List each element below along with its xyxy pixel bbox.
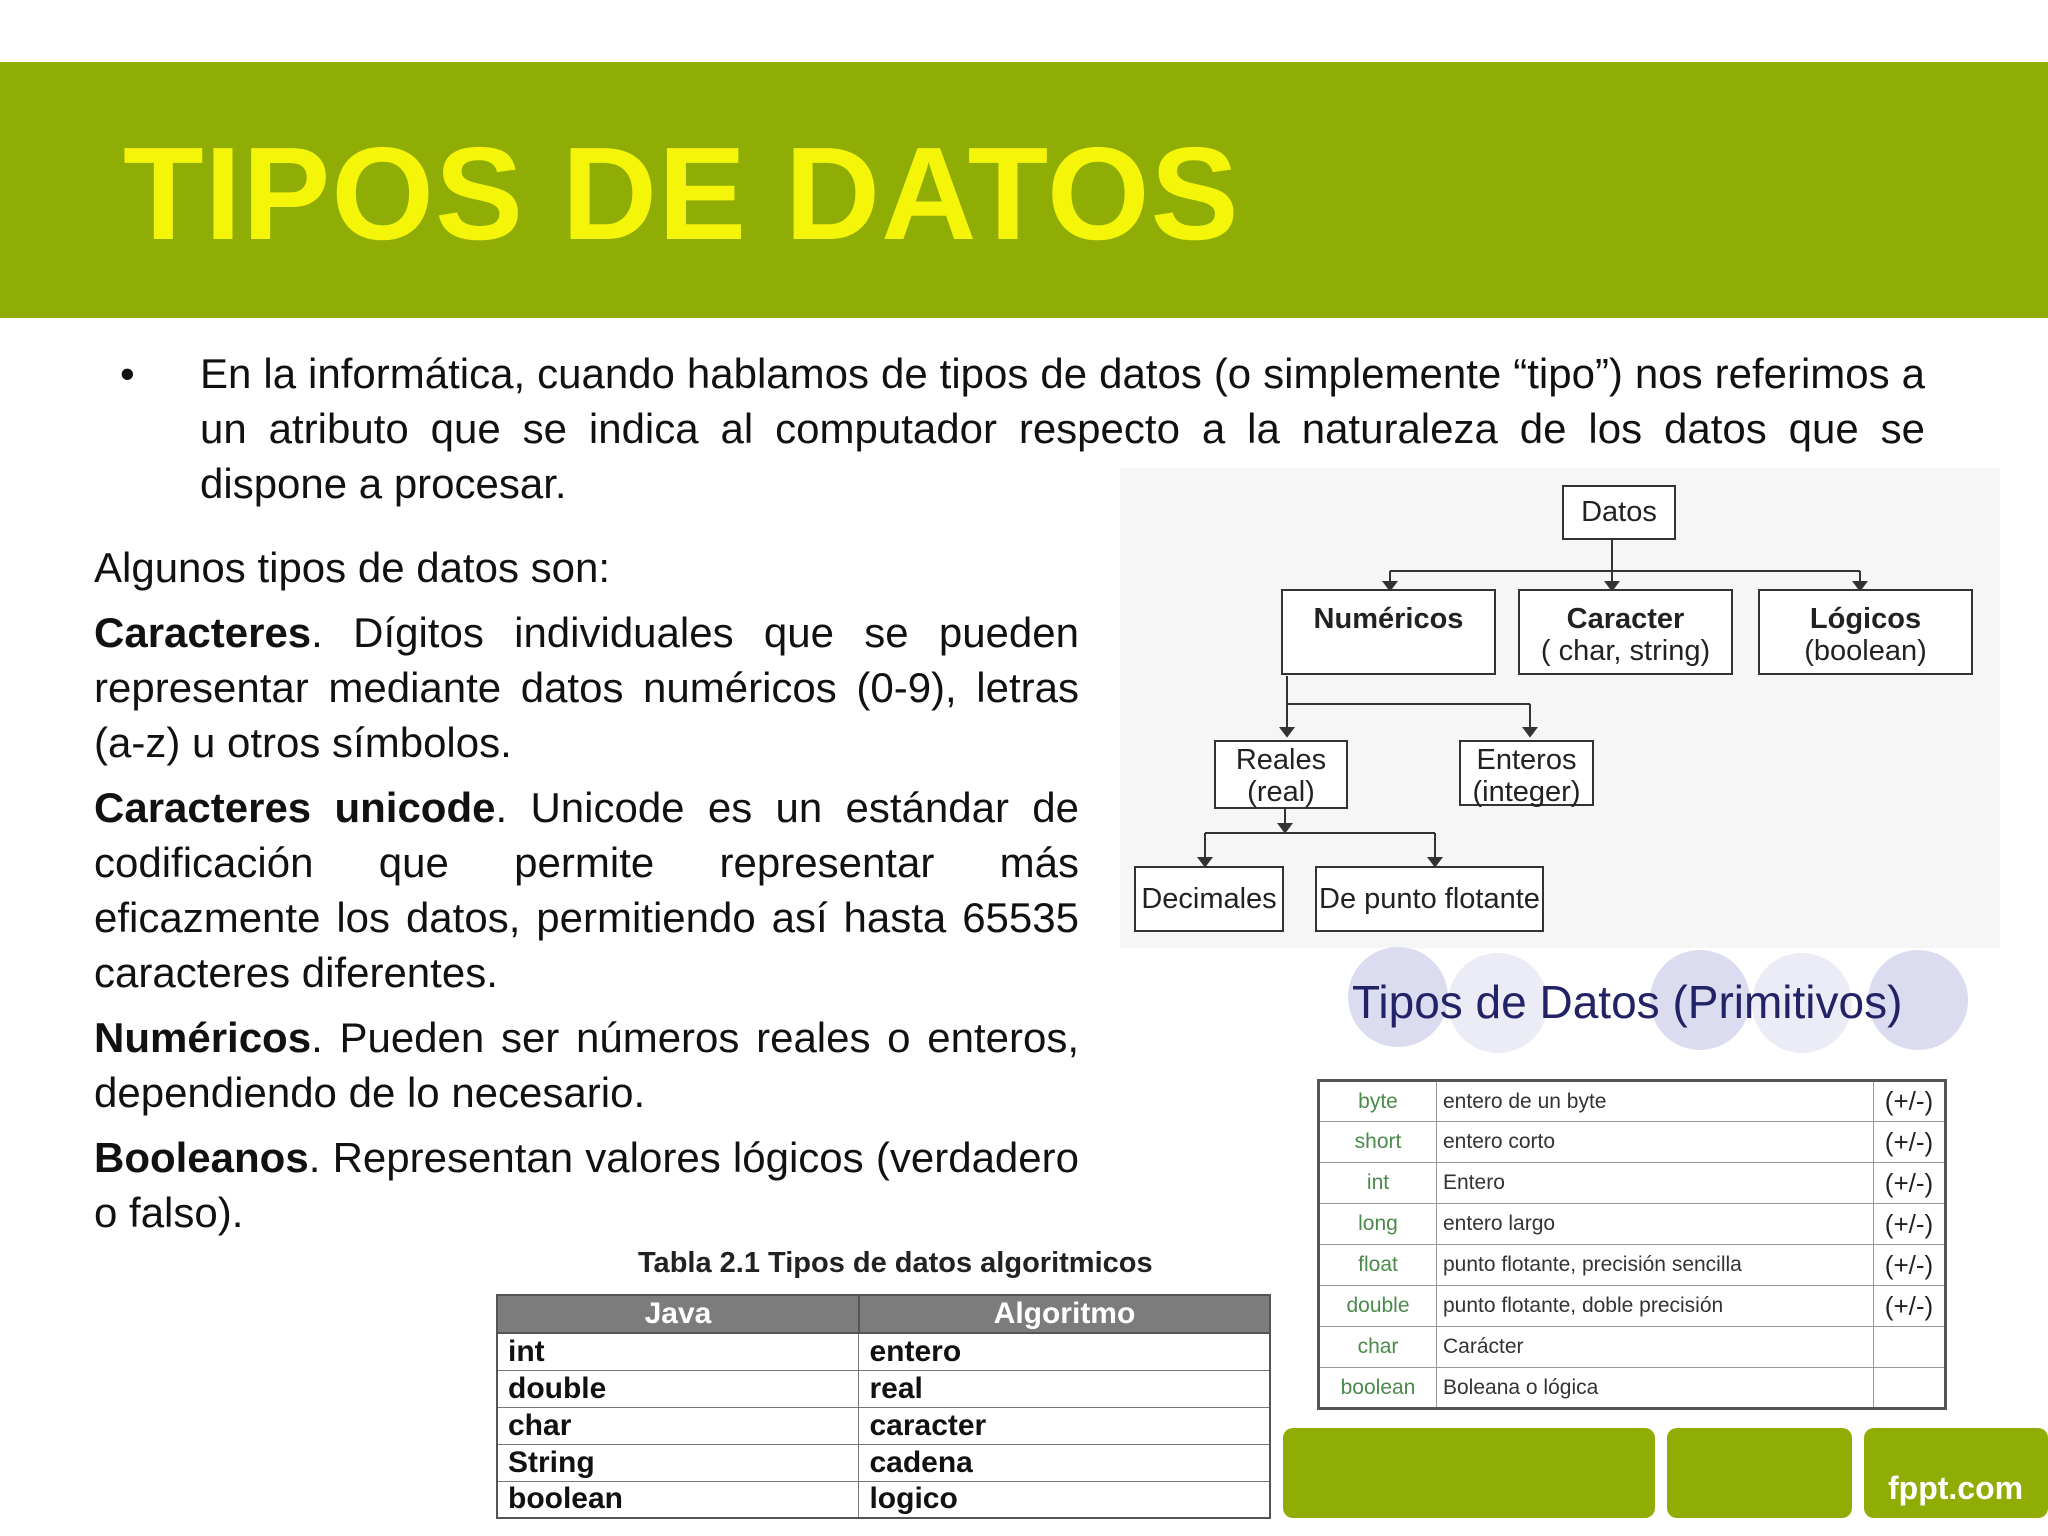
tree-node-decimales: Decimales	[1134, 866, 1284, 932]
tree-node-flotante: De punto flotante	[1315, 866, 1544, 932]
table-row	[1319, 1081, 1946, 1122]
item-desc: . Unicode es un estándar de codificación que permite representar más eficazmente los datos, permitiendo así hasta 65535 caracteres diferentes.	[94, 784, 1079, 996]
algo-table	[496, 1294, 1271, 1519]
list-item	[94, 780, 1079, 1000]
table-row	[497, 1333, 1270, 1370]
item-term: Booleanos	[94, 1134, 309, 1181]
node-sub: ( char, string)	[1540, 635, 1711, 667]
node-label: Lógicos	[1809, 603, 1922, 635]
java-cell: double	[497, 1370, 859, 1407]
node-sub: (boolean)	[1804, 635, 1927, 667]
desc-cell: entero corto	[1437, 1122, 1874, 1163]
java-cell: String	[497, 1444, 859, 1481]
table-row	[1319, 1163, 1946, 1204]
table-row	[1319, 1286, 1946, 1327]
footer-bar	[1667, 1428, 1852, 1518]
primitives-heading	[1320, 945, 1970, 1055]
algoritmo-cell: logico	[859, 1481, 1270, 1518]
table-row	[1319, 1245, 1946, 1286]
java-cell: int	[497, 1333, 859, 1370]
node-label: Enteros	[1476, 744, 1577, 776]
item-desc: . Representan valores lógicos (verdadero o falso).	[94, 1134, 1079, 1236]
type-cell: char	[1319, 1327, 1437, 1368]
data-types-tree-diagram	[1120, 468, 2000, 948]
table-row	[1319, 1122, 1946, 1163]
item-desc: . Dígitos individuales que se pueden representar mediante datos numéricos (0-9), letras (a-z) u otros símbolos.	[94, 609, 1079, 766]
algoritmo-cell: entero	[859, 1333, 1270, 1370]
node-label: Caracter	[1566, 603, 1685, 635]
algo-table-caption: Tabla 2.1 Tipos de datos algoritmicos	[638, 1247, 1153, 1279]
primitives-table	[1317, 1079, 1947, 1410]
java-cell: char	[497, 1407, 859, 1444]
sign-cell: (+/-)	[1874, 1163, 1946, 1204]
header-algoritmo: Algoritmo	[859, 1295, 1270, 1333]
sign-cell	[1874, 1368, 1946, 1409]
header-java: Java	[497, 1295, 859, 1333]
sign-cell: (+/-)	[1874, 1122, 1946, 1163]
item-term: Caracteres	[94, 609, 312, 656]
desc-cell: punto flotante, doble precisión	[1437, 1286, 1874, 1327]
slide-title: TIPOS DE DATOS	[123, 120, 1240, 267]
table-row	[1319, 1327, 1946, 1368]
algo-header-row	[497, 1295, 1270, 1333]
node-label: Numéricos	[1313, 603, 1464, 635]
table-row	[497, 1407, 1270, 1444]
table-row	[497, 1370, 1270, 1407]
desc-cell: entero de un byte	[1437, 1081, 1874, 1122]
algoritmo-cell: cadena	[859, 1444, 1270, 1481]
desc-cell: Carácter	[1437, 1327, 1874, 1368]
item-term: Numéricos	[94, 1014, 312, 1061]
algoritmo-cell: caracter	[859, 1407, 1270, 1444]
data-types-list	[94, 540, 1079, 1250]
footer-bar	[1283, 1428, 1655, 1518]
java-cell: boolean	[497, 1481, 859, 1518]
tree-node-reales	[1214, 740, 1348, 809]
desc-cell: punto flotante, precisión sencilla	[1437, 1245, 1874, 1286]
table-row	[497, 1481, 1270, 1518]
algoritmo-cell: real	[859, 1370, 1270, 1407]
sign-cell: (+/-)	[1874, 1245, 1946, 1286]
node-sub: (integer)	[1472, 776, 1581, 808]
node-label: Reales	[1235, 744, 1327, 776]
type-cell: byte	[1319, 1081, 1437, 1122]
list-item	[94, 1010, 1079, 1120]
bullet-marker: •	[120, 350, 135, 397]
list-item	[94, 605, 1079, 770]
type-cell: double	[1319, 1286, 1437, 1327]
desc-cell: Boleana o lógica	[1437, 1368, 1874, 1409]
type-cell: boolean	[1319, 1368, 1437, 1409]
desc-cell: Entero	[1437, 1163, 1874, 1204]
type-cell: float	[1319, 1245, 1437, 1286]
type-cell: long	[1319, 1204, 1437, 1245]
list-heading: Algunos tipos de datos son:	[94, 544, 611, 591]
list-item	[94, 1130, 1079, 1240]
item-term: Caracteres unicode	[94, 784, 496, 831]
item-desc: . Pueden ser números reales o enteros, dependiendo de lo necesario.	[94, 1014, 1079, 1116]
table-row	[1319, 1204, 1946, 1245]
primitives-title: Tipos de Datos (Primitivos)	[1352, 976, 1903, 1028]
sign-cell: (+/-)	[1874, 1204, 1946, 1245]
tree-node-numericos	[1281, 589, 1496, 675]
tree-node-caracter	[1518, 589, 1733, 675]
sign-cell: (+/-)	[1874, 1286, 1946, 1327]
sign-cell: (+/-)	[1874, 1081, 1946, 1122]
sign-cell	[1874, 1327, 1946, 1368]
tree-node-logicos	[1758, 589, 1973, 675]
tree-node-enteros	[1459, 740, 1594, 806]
intro-text: En la informática, cuando hablamos de tipos de datos (o simplemente “tipo”) nos referimos a un atributo que se indica al computador respecto a la naturaleza de los datos que se dispone a procesar.	[200, 350, 1925, 507]
desc-cell: entero largo	[1437, 1204, 1874, 1245]
type-cell: short	[1319, 1122, 1437, 1163]
tree-node-datos: Datos	[1562, 485, 1676, 540]
table-row	[1319, 1368, 1946, 1409]
table-row	[497, 1444, 1270, 1481]
node-sub: (real)	[1247, 776, 1315, 808]
type-cell: int	[1319, 1163, 1437, 1204]
brand-logo-text: fppt.com	[1888, 1470, 2024, 1506]
